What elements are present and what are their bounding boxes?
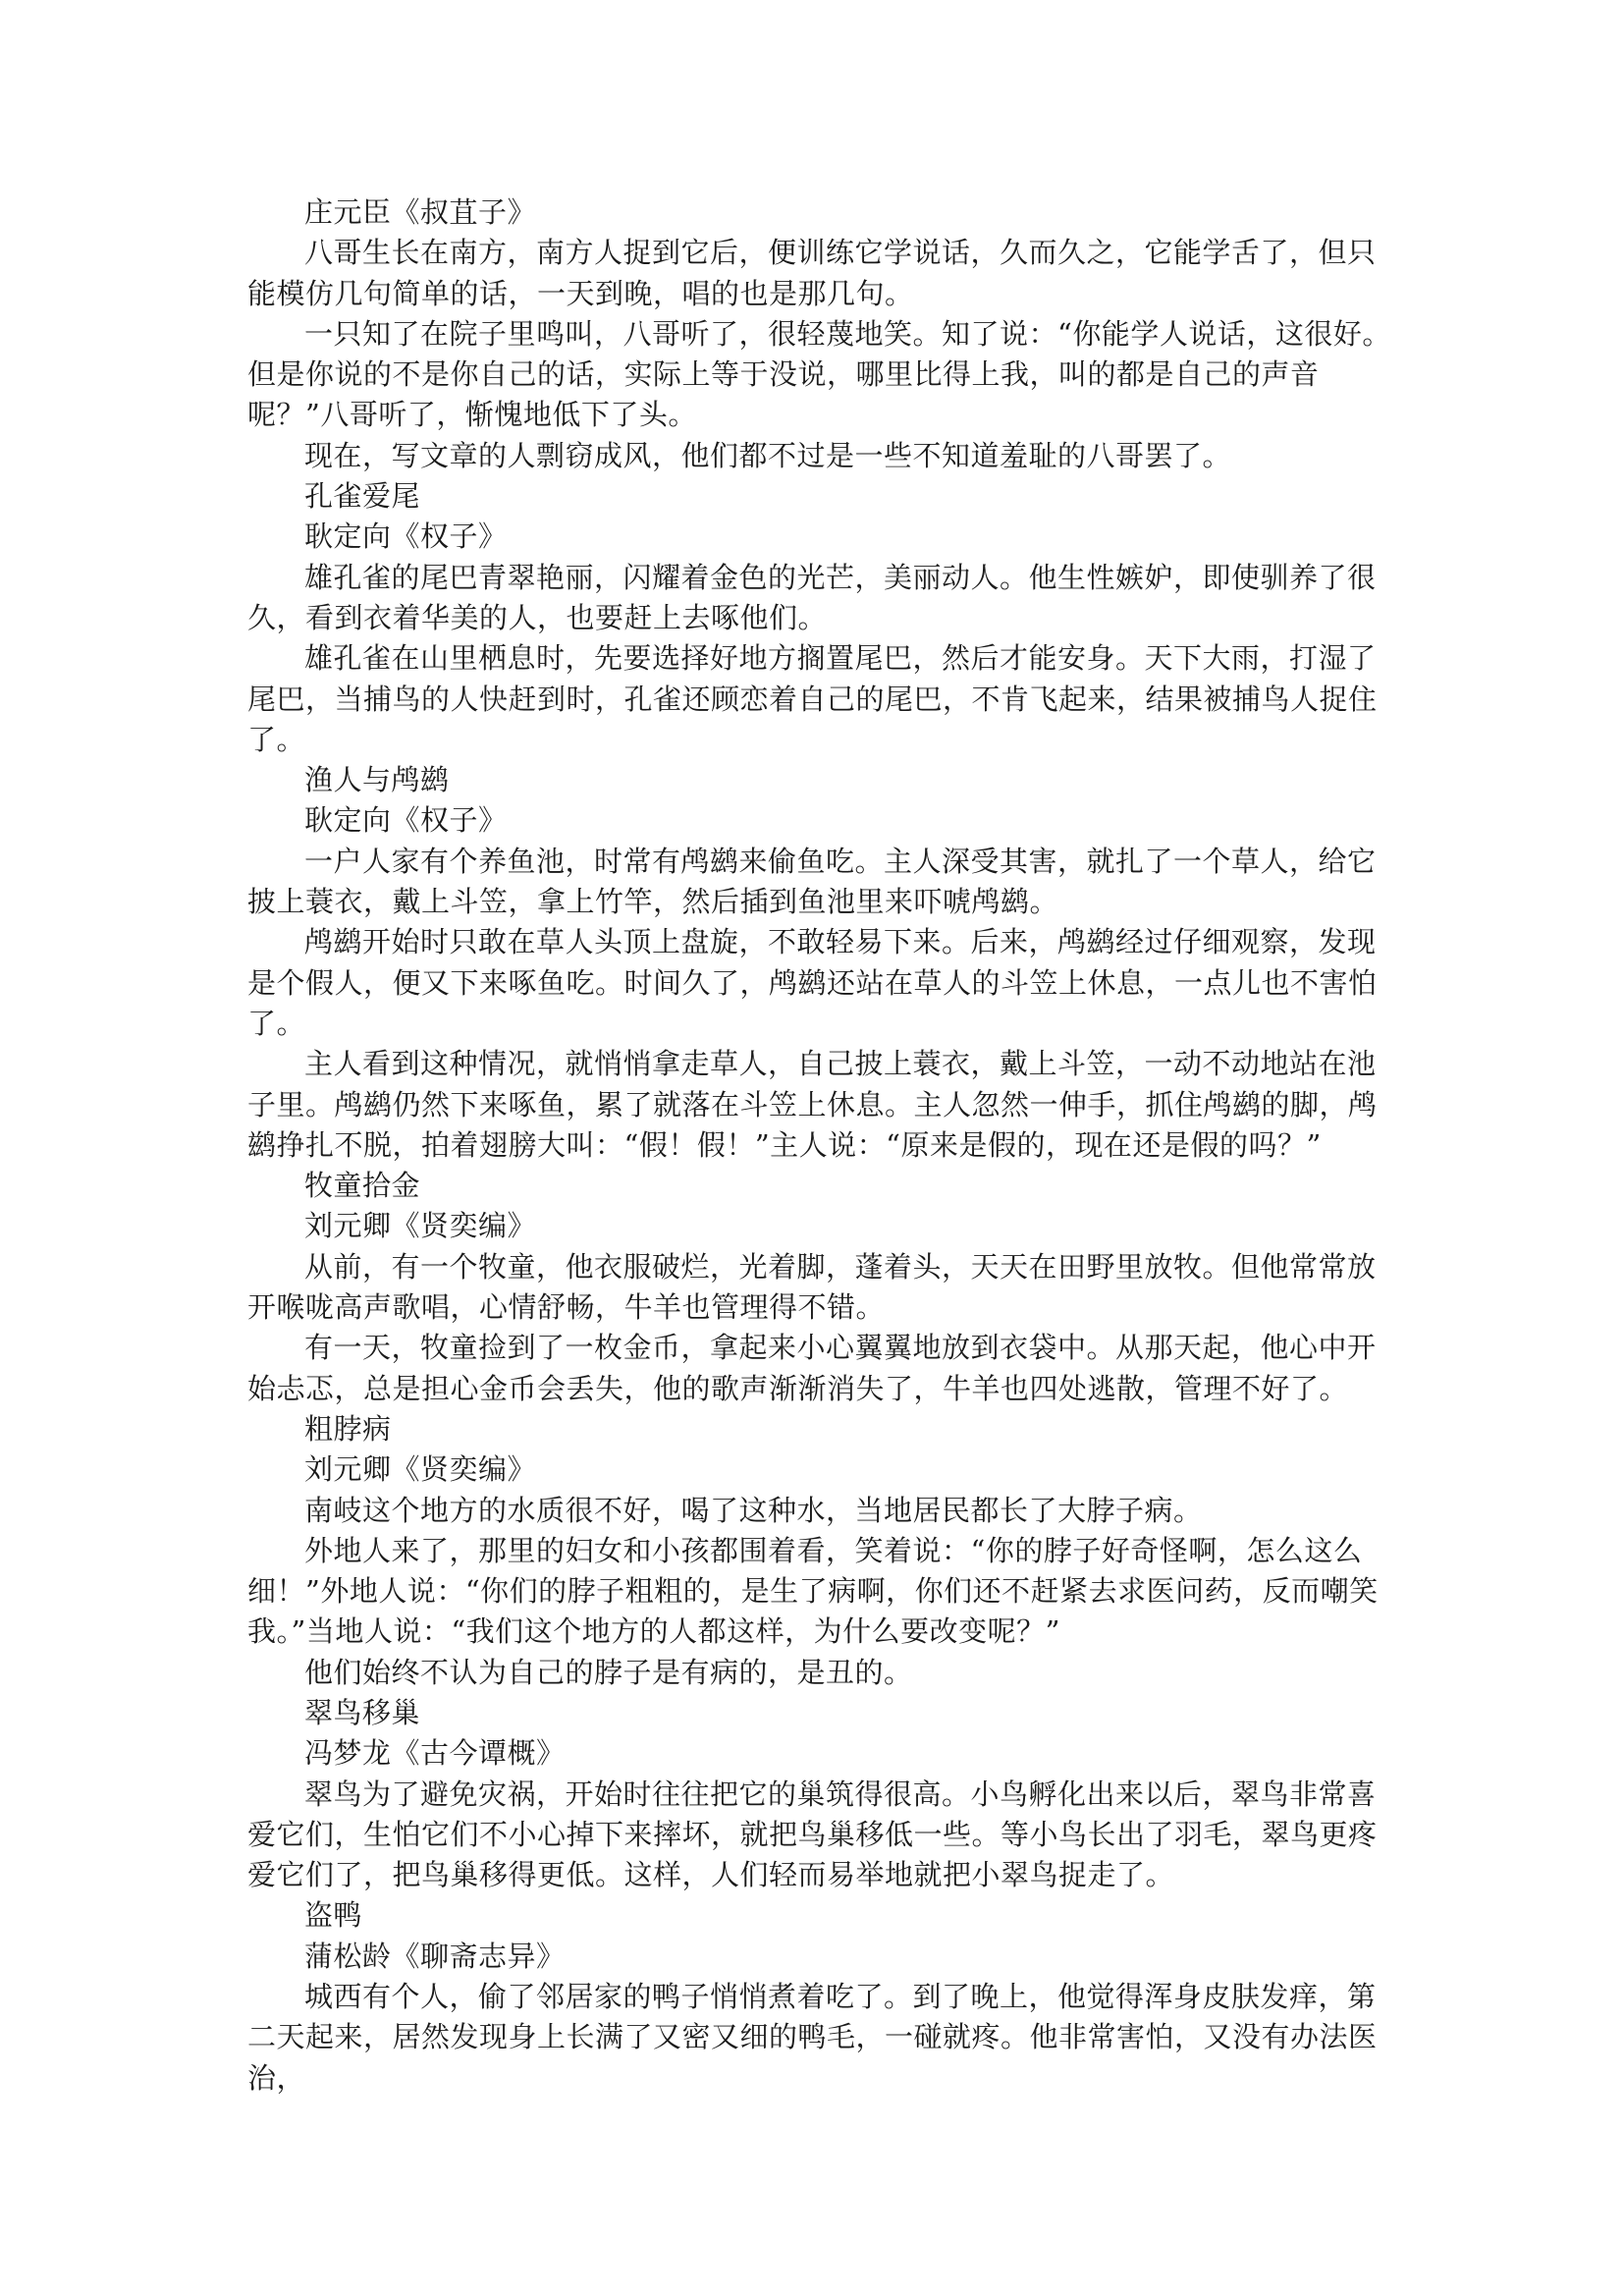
body-paragraph: 雄孔雀的尾巴青翠艳丽，闪耀着金色的光芒，美丽动人。他生性嫉妒，即使驯养了很久，看到衣着华美的人，也要赶上去啄他们。 [247,560,1377,634]
body-paragraph: 他们始终不认为自己的脖子是有病的，是丑的。 [304,1655,913,1689]
document-body [247,192,1402,2099]
source-line: 耿定向《权子》 [304,519,508,554]
story-title: 盗鸭 [304,1898,363,1933]
source-line: 耿定向《权子》 [304,803,508,838]
body-paragraph: 有一天，牧童捡到了一枚金币，拿起来小心翼翼地放到衣袋中。从那天起，他心中开始忐忑，总是担心金币会丢失，他的歌声渐渐消失了，牛羊也四处逃散，管理不好了。 [247,1331,1377,1405]
source-line: 蒲松龄《聊斋志异》 [304,1939,566,1973]
source-line: 刘元卿《贤奕编》 [304,1452,537,1487]
body-paragraph: 城西有个人，偷了邻居家的鸭子悄悄煮着吃了。到了晚上，他觉得浑身皮肤发痒，第二天起来，居然发现身上长满了又密又细的鸭毛，一碰就疼。他非常害怕，又没有办法医治， [247,1980,1378,2095]
body-paragraph: 翠鸟为了避免灾祸，开始时往往把它的巢筑得很高。小鸟孵化出来以后，翠鸟非常喜爱它们，生怕它们不小心掉下来摔坏，就把鸟巢移低一些。等小鸟长出了羽毛，翠鸟更疼爱它们了，把鸟巢移得更低。这样，人们轻而易举地就把小翠鸟捉走了。 [247,1777,1378,1892]
story-title: 渔人与鸬鹚 [304,763,450,797]
body-paragraph: 现在，写文章的人剽窃成风，他们都不过是一些不知道羞耻的八哥罢了。 [304,438,1232,472]
story-title: 翠鸟移巢 [304,1695,421,1729]
body-paragraph: 主人看到这种情况，就悄悄拿走草人，自己披上蓑衣，戴上斗笠，一动不动地站在池子里。鸬鹚仍然下来啄鱼，累了就落在斗笠上休息。主人忽然一伸手，抓住鸬鹚的脚，鸬鹚挣扎不脱，拍着翅膀大叫：“假！假！”主人说：“原来是假的，现在还是假的吗？” [247,1047,1378,1162]
body-paragraph: 一只知了在院子里鸣叫，八哥听了，很轻蔑地笑。知了说：“你能学人说话，这很好。但是你说的不是你自己的话，实际上等于没说，哪里比得上我，叫的都是自己的声音呢？”八哥听了，惭愧地低下了头。 [247,316,1391,432]
body-paragraph: 从前，有一个牧童，他衣服破烂，光着脚，蓬着头，天天在田野里放牧。但他常常放开喉咙高声歌唱，心情舒畅，牛羊也管理得不错。 [247,1249,1377,1325]
story-title: 孔雀爱尾 [304,479,421,514]
body-paragraph: 鸬鹚开始时只敢在草人头顶上盘旋，不敢轻易下来。后来，鸬鹚经过仔细观察，发现是个假人，便又下来啄鱼吃。时间久了，鸬鹚还站在草人的斗笠上休息，一点儿也不害怕了。 [247,925,1378,1040]
source-line: 冯梦龙《古今谭概》 [304,1736,566,1771]
body-paragraph: 外地人来了，那里的妇女和小孩都围着看，笑着说：“你的脖子好奇怪啊，怎么这么细！”外地人说：“你们的脖子粗粗的，是生了病啊，你们还不赶紧去求医问药，反而嘲笑我。”当地人说：“我们这个地方的人都这样，为什么要改变呢？” [247,1533,1379,1649]
story-title: 牧童拾金 [304,1169,421,1203]
body-paragraph: 南岐这个地方的水质很不好，喝了这种水，当地居民都长了大脖子病。 [304,1493,1203,1527]
source-line: 庄元臣《叔苴子》 [304,195,537,229]
body-paragraph: 八哥生长在南方，南方人捉到它后，便训练它学说话，久而久之，它能学舌了，但只能模仿几句简单的话，一天到晚，唱的也是那几句。 [247,236,1377,310]
body-paragraph: 雄孔雀在山里栖息时，先要选择好地方搁置尾巴，然后才能安身。天下大雨，打湿了尾巴，当捕鸟的人快赶到时，孔雀还顾恋着自己的尾巴，不肯飞起来，结果被捕鸟人捉住了。 [247,641,1378,756]
body-paragraph: 一户人家有个养鱼池，时常有鸬鹚来偷鱼吃。主人深受其害，就扎了一个草人，给它披上蓑衣，戴上斗笠，拿上竹竿，然后插到鱼池里来吓唬鸬鹚。 [247,844,1377,919]
story-title: 粗脖病 [304,1411,392,1446]
source-line: 刘元卿《贤奕编》 [304,1209,537,1243]
